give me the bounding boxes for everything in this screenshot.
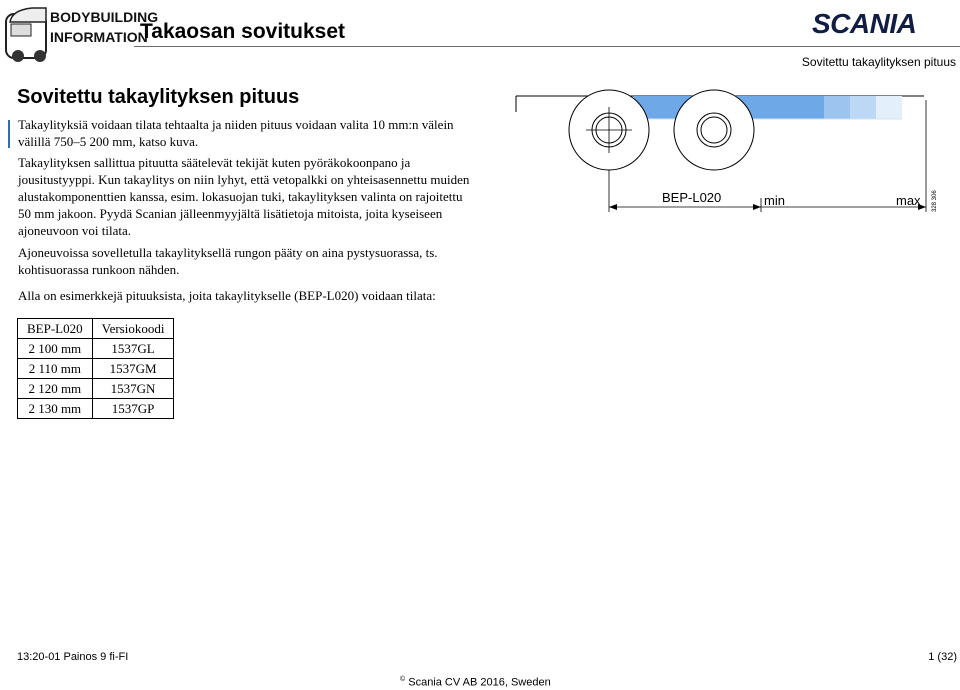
- scania-logo: SCANIA: [812, 8, 917, 39]
- paragraph-factors: Takaylityksen sallittua pituutta säätelevät tekijät kuten pyöräkokoonpano ja jousitustyyppi. Kun takaylitys on niin lyhyt, että vetopalkki on yhteisasennettu muiden alustakomponenttien kanssa, esim. lokasuojan tuki, takaylityksen valinta on rajoitettu 50 mm jakoon. Pyydä Scanian jälleenmyyjältä lisätietoja mitoista, joita kyseiseen ajoneuvoon voi tilata.: [18, 155, 470, 238]
- section-title: Sovitettu takaylityksen pituus: [17, 86, 300, 108]
- table-cell: 2 110 mm: [18, 359, 93, 379]
- overhang-table: [17, 318, 174, 419]
- table-cell: 1537GP: [92, 399, 174, 419]
- table-cell: 2 130 mm: [18, 399, 93, 419]
- paragraph-examples: Alla on esimerkkejä pituuksista, joita takaylitykselle (BEP-L020) voidaan tilata:: [18, 288, 436, 303]
- table-cell: 1537GM: [92, 359, 174, 379]
- logo-text-1: BODYBUILDING: [50, 9, 159, 25]
- wheel-front: [569, 90, 649, 170]
- table-cell: 2 120 mm: [18, 379, 93, 399]
- copyright-symbol: ©: [400, 676, 406, 683]
- paragraph-frame-end: Ajoneuvoissa sovelletulla takaylityksellä rungon pääty on aina pystysuorassa, ts. kohtisuorassa runkoon nähden.: [18, 245, 438, 277]
- change-bar: [8, 120, 10, 148]
- table-row: [18, 359, 174, 379]
- dimension-label: BEP-L020: [662, 190, 722, 205]
- header-divider: [134, 46, 960, 47]
- table-row: [18, 339, 174, 359]
- table-header-cell: Versiokoodi: [92, 319, 174, 339]
- table-header-cell: BEP-L020: [18, 319, 93, 339]
- max-label: max: [896, 193, 921, 208]
- bodybuilding-information-logo: [2, 2, 159, 64]
- table-row: [18, 399, 174, 419]
- table-cell: 1537GN: [92, 379, 174, 399]
- table-cell: 2 100 mm: [18, 339, 93, 359]
- paragraph-intro: Takaylityksiä voidaan tilata tehtaalta ja niiden pituus voidaan valita 10 mm:n välein välillä 750–5 200 mm, katso kuva.: [18, 117, 454, 149]
- copyright-text: Scania CV AB 2016, Sweden: [408, 676, 551, 689]
- header-title: Takaosan sovitukset: [140, 20, 346, 43]
- header-subtitle: Sovitettu takaylityksen pituus: [801, 55, 956, 69]
- table-row: [18, 379, 174, 399]
- figure-code: 328 306: [932, 190, 938, 212]
- copyright: [400, 676, 551, 689]
- overhang-step-2: [850, 96, 876, 119]
- min-label: min: [764, 193, 785, 208]
- table-header-row: [18, 319, 174, 339]
- table-cell: 1537GL: [92, 339, 174, 359]
- overhang-diagram: [514, 80, 960, 220]
- wheel-rear: [674, 90, 754, 170]
- overhang-step-1: [824, 96, 850, 119]
- page-number: 1 (32): [928, 651, 957, 663]
- logo-text-2: INFORMATION: [50, 29, 148, 45]
- overhang-step-3: [876, 96, 902, 119]
- document-code: 13:20-01 Painos 9 fi-FI: [17, 651, 129, 663]
